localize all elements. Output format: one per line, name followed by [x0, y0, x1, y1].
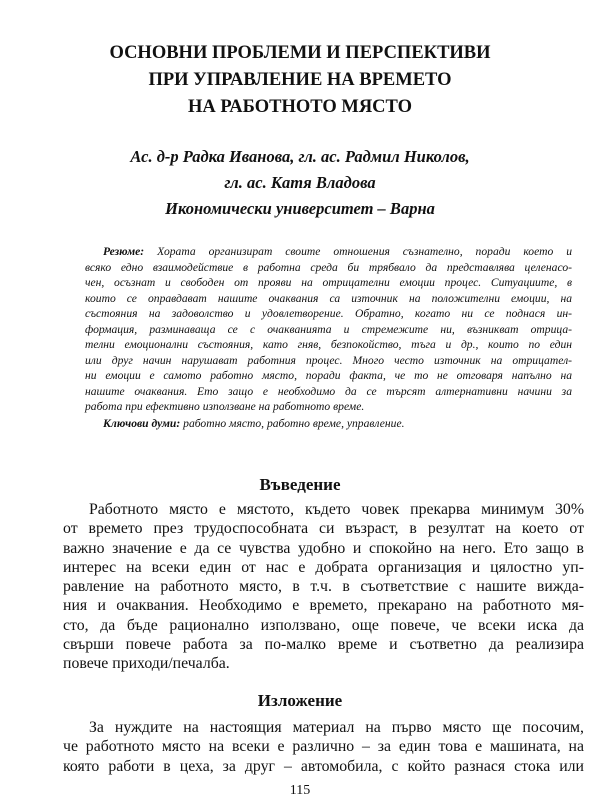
paragraph-line: сто, да бъде рационално използвано, още повече, че всеки иска да: [63, 616, 584, 634]
paragraph-line: ния и очаквания. Необходимо е времето, прекарано на работното мя-: [63, 597, 584, 615]
paragraph-line: повече приходи/печалба.: [63, 655, 230, 673]
title-line: ОСНОВНИ ПРОБЛЕМИ И ПЕРСПЕКТИВИ: [109, 43, 491, 63]
exposition-text: [63, 718, 584, 776]
paragraph-line: свърши повече работа за по-малко време и съответно да реализира: [63, 636, 584, 654]
abstract-line: чен, осъзнат и свободен от прояви на отрицателни емоции процес. Ситуациите, в: [85, 276, 572, 289]
keywords-text: работно място, работно време, управление.: [183, 417, 405, 430]
title-line: ПРИ УПРАВЛЕНИЕ НА ВРЕМЕТО: [148, 70, 452, 90]
keywords: [103, 416, 572, 432]
affiliation-line: Икономически университет – Варна: [165, 199, 435, 218]
paragraph-line: интерес на всеки един от нас е добрата организация и цялостно уп-: [63, 558, 584, 576]
author-block: [40, 144, 560, 222]
paragraph-line: че работното място на всеки е различно – за един това е машината, на: [63, 738, 584, 756]
paragraph-line: от времето през трудоспособната си възраст, в резултат на което от: [63, 520, 584, 538]
paper-title: [40, 40, 560, 121]
authors-line: гл. ас. Катя Владова: [224, 173, 376, 192]
abstract-line: нашите очаквания. Ето защо е необходимо да се търсят алтернативни начини за: [85, 384, 572, 398]
abstract-line: ни емоции е самото работно място, поради факта, че то не отговаря напълно на: [85, 369, 572, 382]
abstract-line: Резюме: Хората организират своите отношения съзнателно, поради което и: [103, 245, 572, 258]
paragraph-line: Работното място е мястото, където човек прекарва минимум 30%: [89, 501, 584, 518]
abstract-line: състояния на задоволство и удовлетворение. Обратно, когато ни се поднася ин-: [85, 307, 572, 320]
keywords-label: Ключови думи:: [103, 417, 181, 430]
paragraph-line: която работи в цеха, за друг – автомобила, с който разнася стока или: [63, 757, 584, 775]
authors-line: Ас. д-р Радка Иванова, гл. ас. Радмил Николов,: [130, 147, 470, 166]
abstract-line: работа при ефективно използване на работното време.: [85, 400, 365, 413]
paragraph-line: За нуждите на настоящия материал на първо място ще посочим,: [89, 719, 584, 736]
abstract: [85, 244, 572, 415]
abstract-label: Резюме:: [103, 245, 145, 258]
abstract-line: всяко едно взаимодействие в работна среда би трябвало да представлява целенасо-: [85, 260, 572, 274]
paragraph-line: равление на работното място, в т.ч. в съответствие с нашите вижда-: [63, 578, 584, 596]
abstract-line: които се оправдават нашите очаквания са източник на положителни емоции, на: [85, 291, 572, 305]
abstract-line: или друг начин нарушават работния процес. Много често източник на отрицател-: [85, 353, 572, 367]
section-heading-introduction: Въведение: [259, 475, 341, 494]
abstract-line: формация, разминаваща се с очакванията и стремежите ни, възникват отрица-: [85, 322, 572, 336]
title-line: НА РАБОТНОТО МЯСТО: [187, 97, 413, 117]
paragraph-line: важно значение е да се чувства удобно и спокойно на него. Ето защо в: [63, 539, 584, 557]
abstract-line: телни емоционални състояния, като гняв, безпокойство, тъга и др., които по един: [85, 338, 572, 351]
page-number: 115: [289, 783, 311, 798]
section-heading-exposition: Изложение: [257, 691, 343, 710]
introduction-text: [63, 500, 584, 674]
